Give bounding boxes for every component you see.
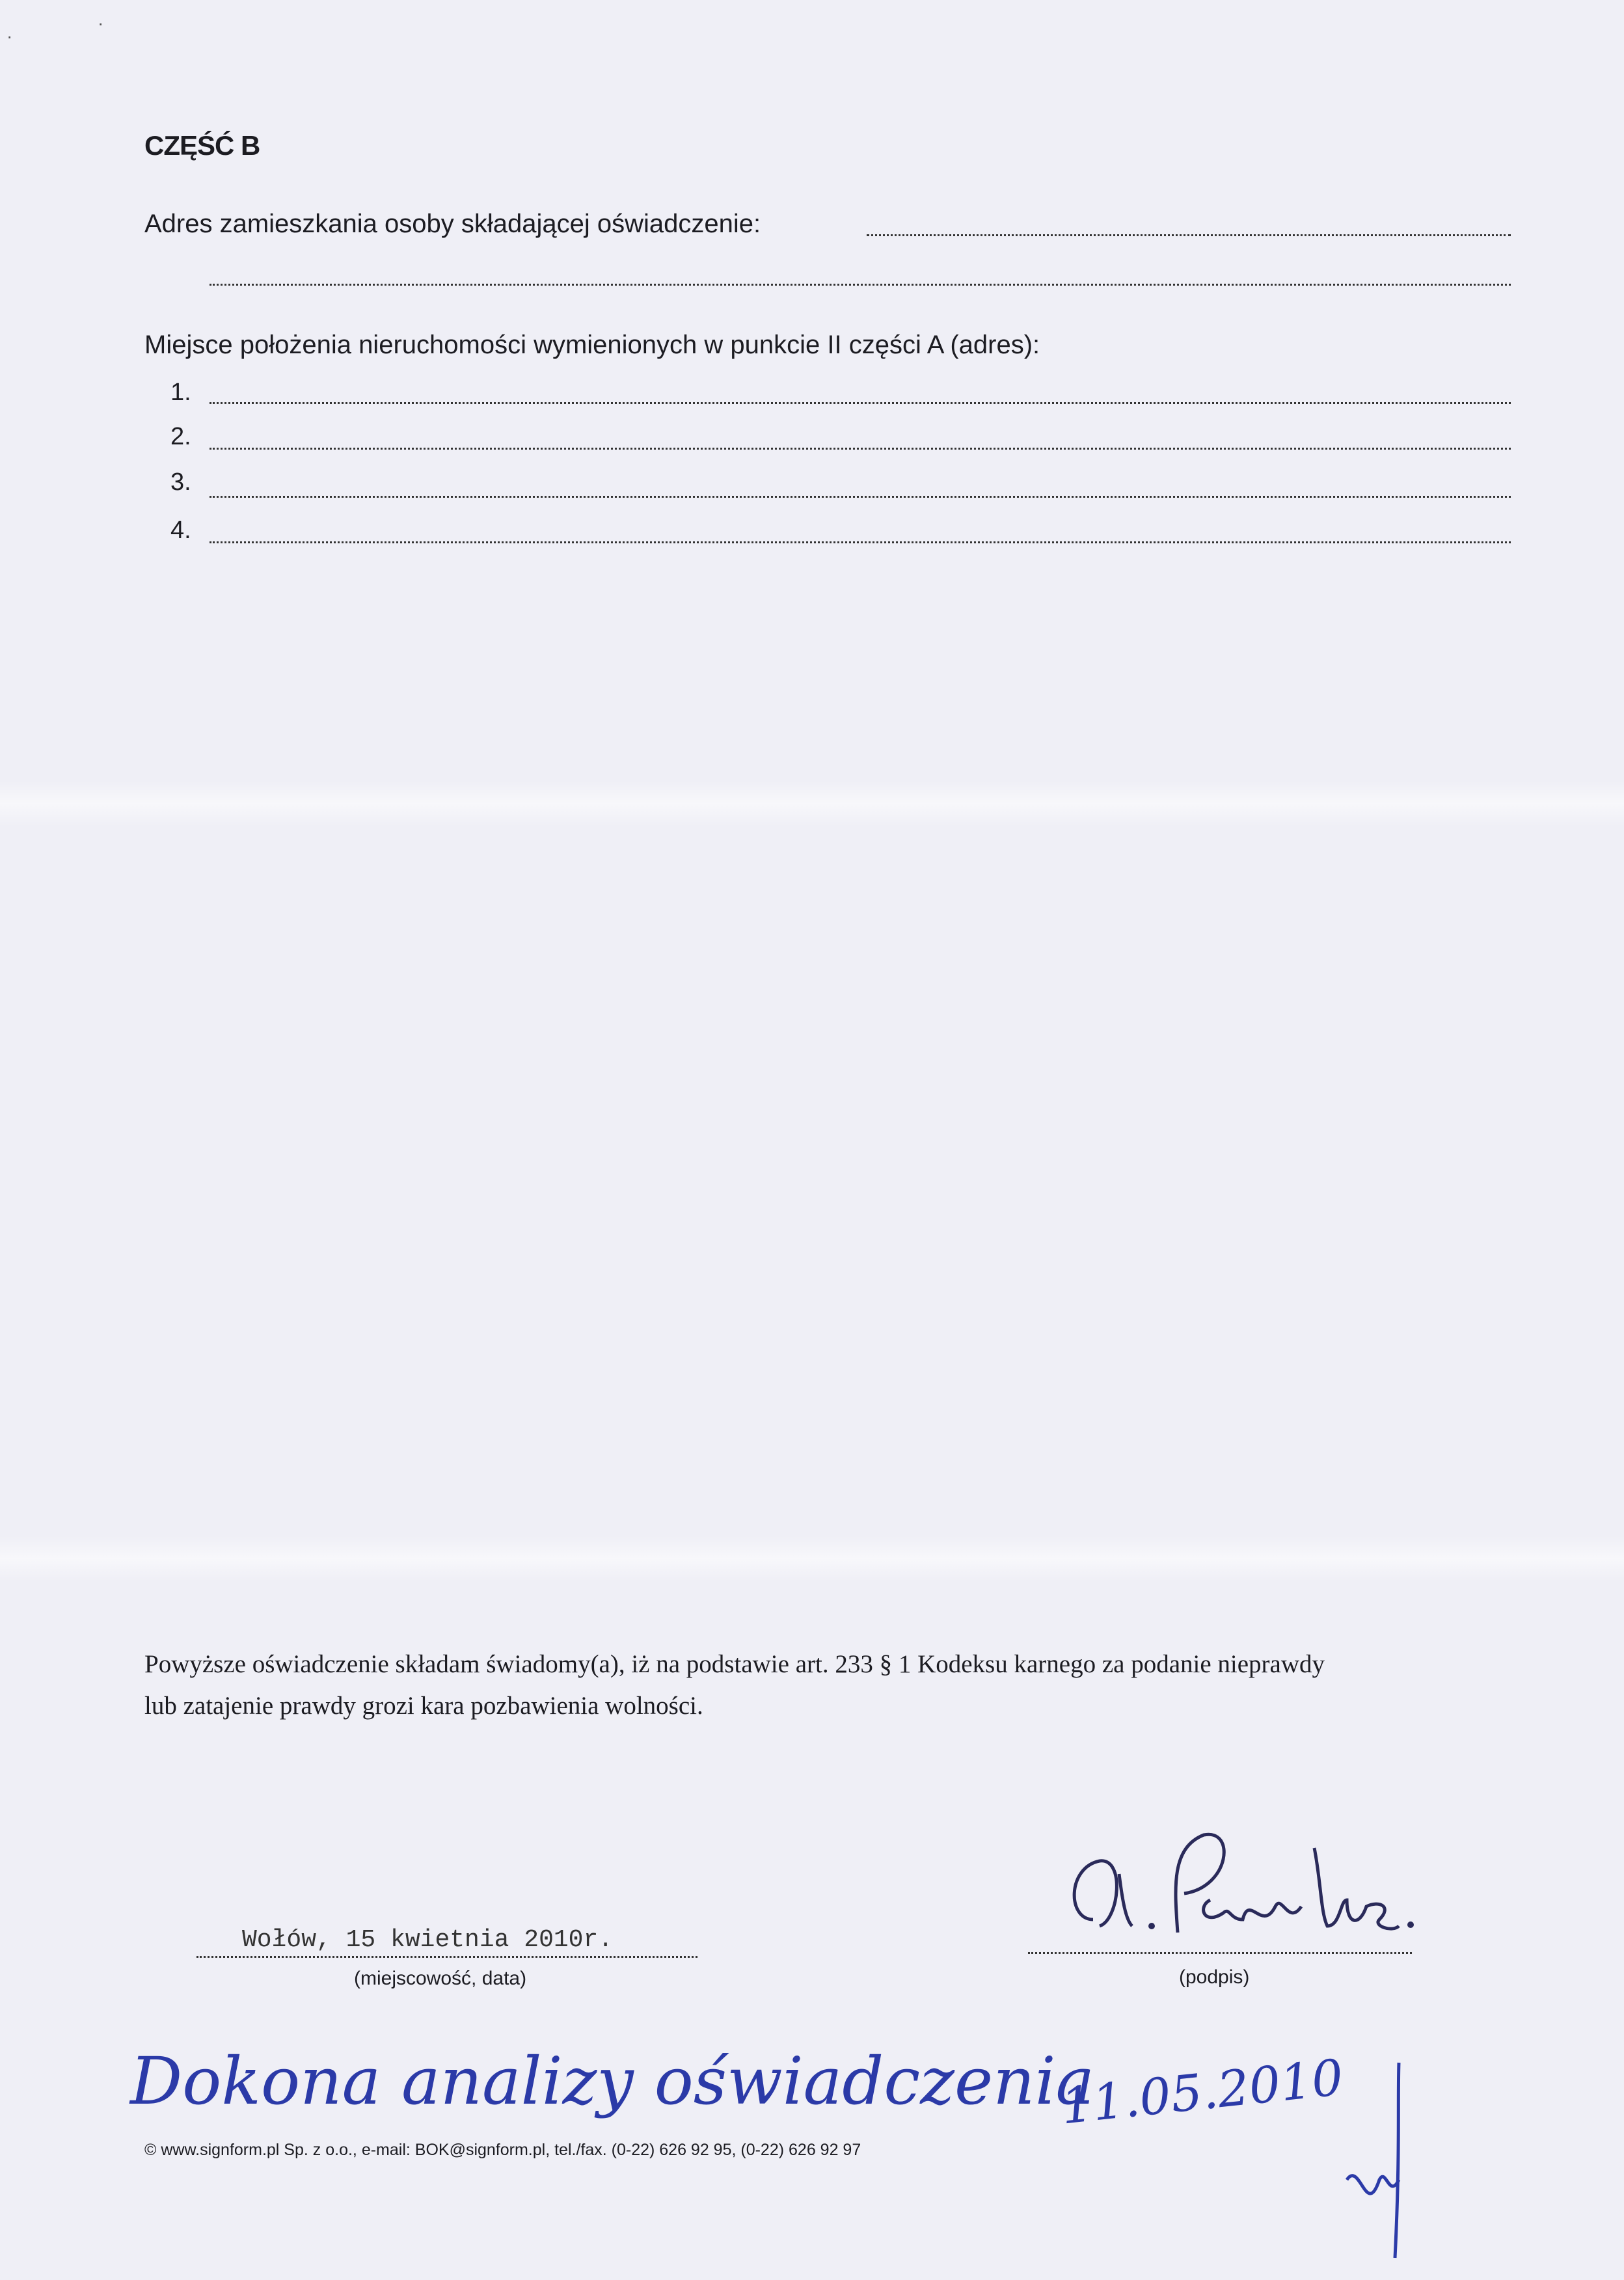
signature-image [1054,1822,1418,1959]
property-item-number: 1. [170,379,191,406]
property-label: Miejsce położenia nieruchomości wymienionych w punkcie II części A (adres): [144,331,1040,359]
property-field-line[interactable] [210,402,1511,404]
handwritten-initials-mark [1327,2050,1425,2264]
handwritten-date: 11.05.2010 [1058,2048,1346,2136]
scan-speck: · [98,13,104,33]
handwritten-note: Dokona analizy oświadczenia [130,2043,1095,2119]
property-field-line[interactable] [210,541,1511,543]
place-date-caption: (miejscowość, data) [354,1968,527,1989]
place-date-line[interactable] [196,1956,697,1958]
residence-label: Adres zamieszkania osoby składającej oświadczenie: [144,210,761,238]
property-field-line[interactable] [210,448,1511,450]
residence-field-line-1[interactable] [867,234,1511,236]
property-item-number: 3. [170,468,191,496]
signature-caption: (podpis) [1179,1966,1250,1988]
footer-text: © www.signform.pl Sp. z o.o., e-mail: BOK@signform.pl, tel./fax. (0-22) 626 92 95, (0-22) 626 92 97 [144,2141,861,2159]
signature-line[interactable] [1028,1952,1412,1954]
property-item-number: 4. [170,517,191,544]
property-field-line[interactable] [210,496,1511,498]
place-date-value: Wołów, 15 kwietnia 2010r. [242,1926,614,1954]
legal-statement-line: lub zatajenie prawdy grozi kara pozbawienia wolności. [144,1692,703,1720]
scan-speck: · [7,26,13,46]
paper-fold [0,781,1624,826]
paper-fold [0,1536,1624,1581]
legal-statement [144,1644,1485,1727]
legal-statement-line: Powyższe oświadczenie składam świadomy(a), iż na podstawie art. 233 § 1 Kodeksu karnego za podanie nieprawdy [144,1650,1325,1678]
section-title: CZĘŚĆ B [144,130,260,161]
residence-field-line-2[interactable] [210,284,1511,286]
property-item-number: 2. [170,423,191,450]
